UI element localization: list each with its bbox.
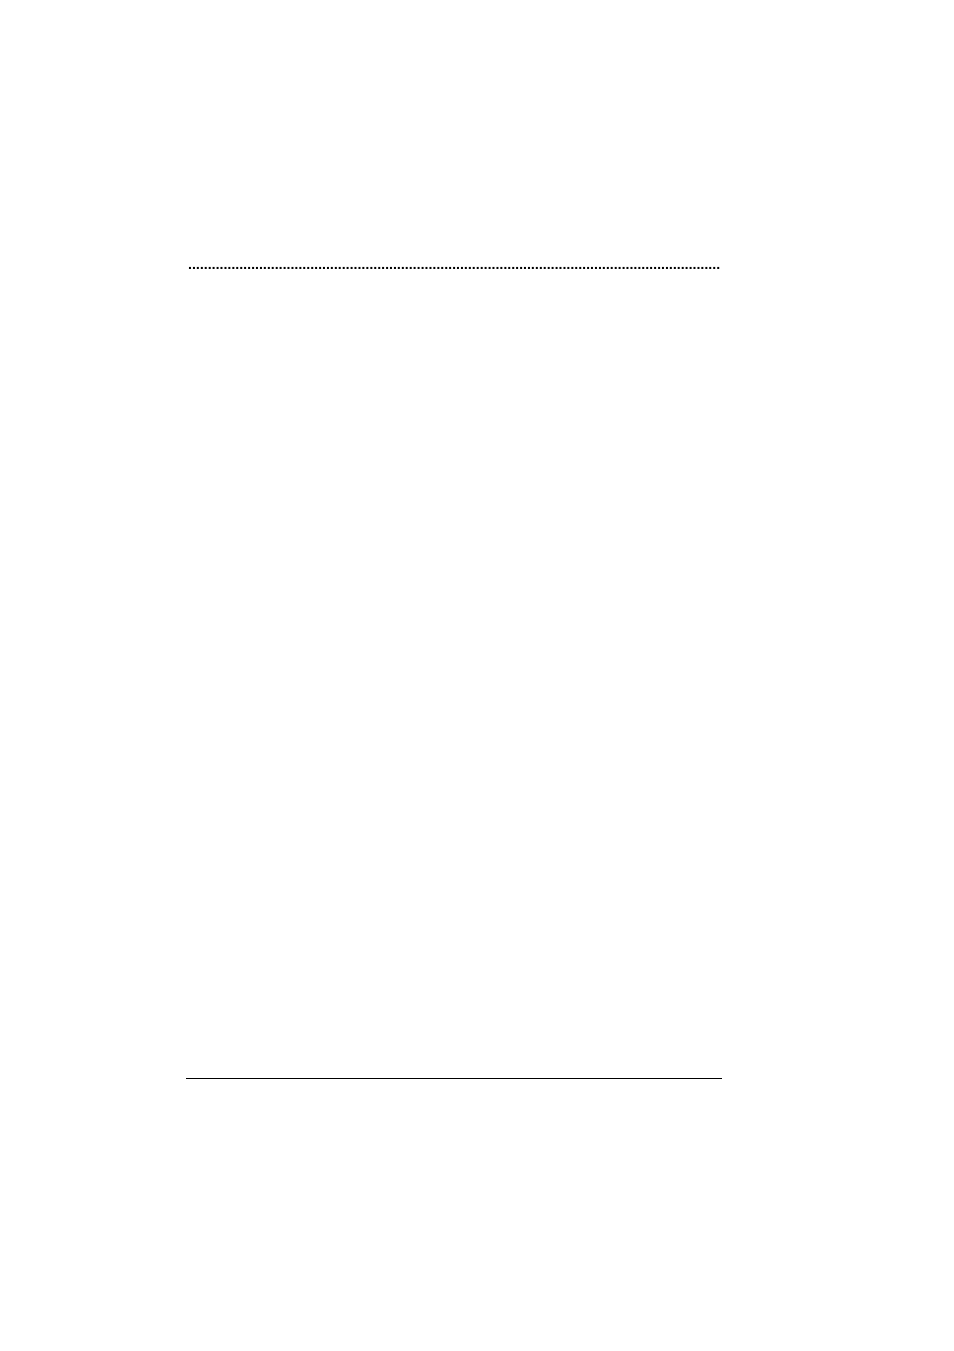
table-of-contents <box>186 238 722 275</box>
footer-rule <box>186 1078 722 1079</box>
index-entry[interactable] <box>186 257 722 275</box>
